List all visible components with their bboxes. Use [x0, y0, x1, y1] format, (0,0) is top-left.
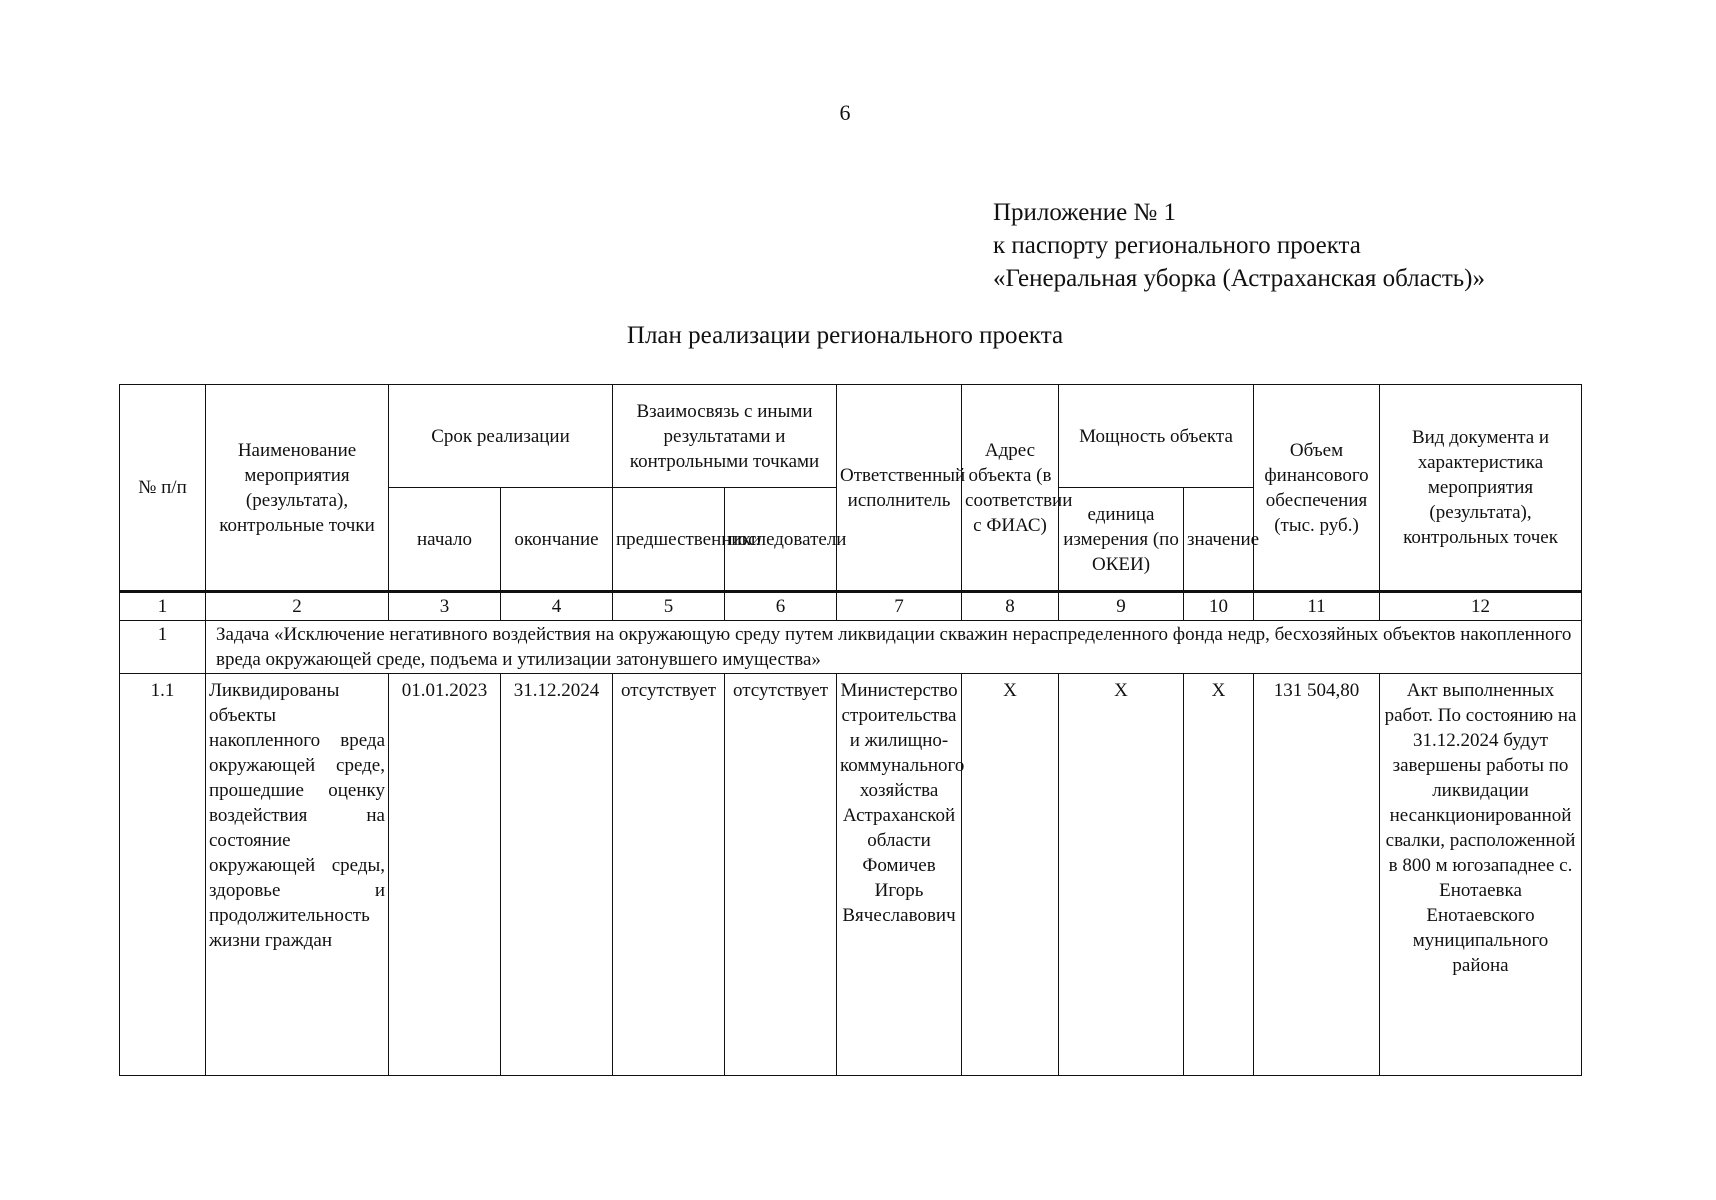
page-number: 6: [839, 100, 851, 125]
header-address: Адрес объекта (в соответствии с ФИАС): [962, 385, 1059, 592]
row-address: X: [962, 674, 1059, 1076]
column-number: 10: [1184, 592, 1254, 621]
appendix-line-2: к паспорту регионального проекта: [993, 232, 1361, 259]
column-number: 11: [1254, 592, 1380, 621]
column-number: 2: [206, 592, 389, 621]
column-number: 3: [389, 592, 501, 621]
document-title: План реализации регионального проекта: [626, 322, 1064, 349]
column-number: 5: [613, 592, 725, 621]
header-name: Наименование мероприятия (результата), контрольные точки: [206, 385, 389, 592]
header-doc-type: Вид документа и характеристика мероприятия (результата), контрольных точек: [1380, 385, 1582, 592]
column-number: 6: [725, 592, 837, 621]
header-successors: последователи: [725, 488, 837, 592]
row-activity-name: Ликвидированы объекты накопленного вреда окружающей среде, прошедшие оценку воздействия на состояние окружающей среды, здоровье и продолжительность жизни граждан: [206, 674, 389, 1076]
column-number: 9: [1059, 592, 1184, 621]
header-relation: Взаимосвязь с иными результатами и контрольными точками: [613, 385, 837, 488]
row-unit: X: [1059, 674, 1184, 1076]
row-predecessors: отсутствует: [613, 674, 725, 1076]
header-capacity: Мощность объекта: [1059, 385, 1254, 488]
appendix-block: [993, 196, 1485, 295]
header-responsible: Ответственный исполнитель: [837, 385, 962, 592]
appendix-line-1: Приложение № 1: [993, 199, 1177, 226]
header-value: значение: [1184, 488, 1254, 592]
column-number: 12: [1380, 592, 1582, 621]
appendix-line-3: «Генеральная уборка (Астраханская область)»: [993, 265, 1485, 292]
column-number: 8: [962, 592, 1059, 621]
task-description: Задача «Исключение негативного воздействия на окружающую среду путем ликвидации скважин нераспределенного фонда недр, бесхозяйных объектов накопленного вреда окружающей среде, подъема и утилизации затонувшего имущества»: [206, 621, 1582, 674]
column-number: 4: [501, 592, 613, 621]
row-number: 1.1: [120, 674, 206, 1076]
row-start-date: 01.01.2023: [389, 674, 501, 1076]
header-unit: единица измерения (по ОКЕИ): [1059, 488, 1184, 592]
row-responsible: Министерство строительства и жилищно-коммунального хозяйства Астраханской области Фомичев Игорь Вячеславович: [837, 674, 962, 1076]
row-funding: 131 504,80: [1254, 674, 1380, 1076]
header-num: № п/п: [120, 385, 206, 592]
column-number: 7: [837, 592, 962, 621]
row-document: Акт выполненных работ. По состоянию на 31.12.2024 будут завершены работы по ликвидации несанкционированной свалки, расположенной в 800 м югозападнее с. Енотаевка Енотаевского муниципального района: [1380, 674, 1582, 1076]
column-number: 1: [120, 592, 206, 621]
plan-table: [119, 384, 1582, 1076]
row-value: X: [1184, 674, 1254, 1076]
header-term: Срок реализации: [389, 385, 613, 488]
header-funding: Объем финансового обеспечения (тыс. руб.): [1254, 385, 1380, 592]
header-term-end: окончание: [501, 488, 613, 592]
task-number: 1: [120, 621, 206, 674]
header-term-start: начало: [389, 488, 501, 592]
row-end-date: 31.12.2024: [501, 674, 613, 1076]
row-successors: отсутствует: [725, 674, 837, 1076]
header-predecessors: предшественники: [613, 488, 725, 592]
